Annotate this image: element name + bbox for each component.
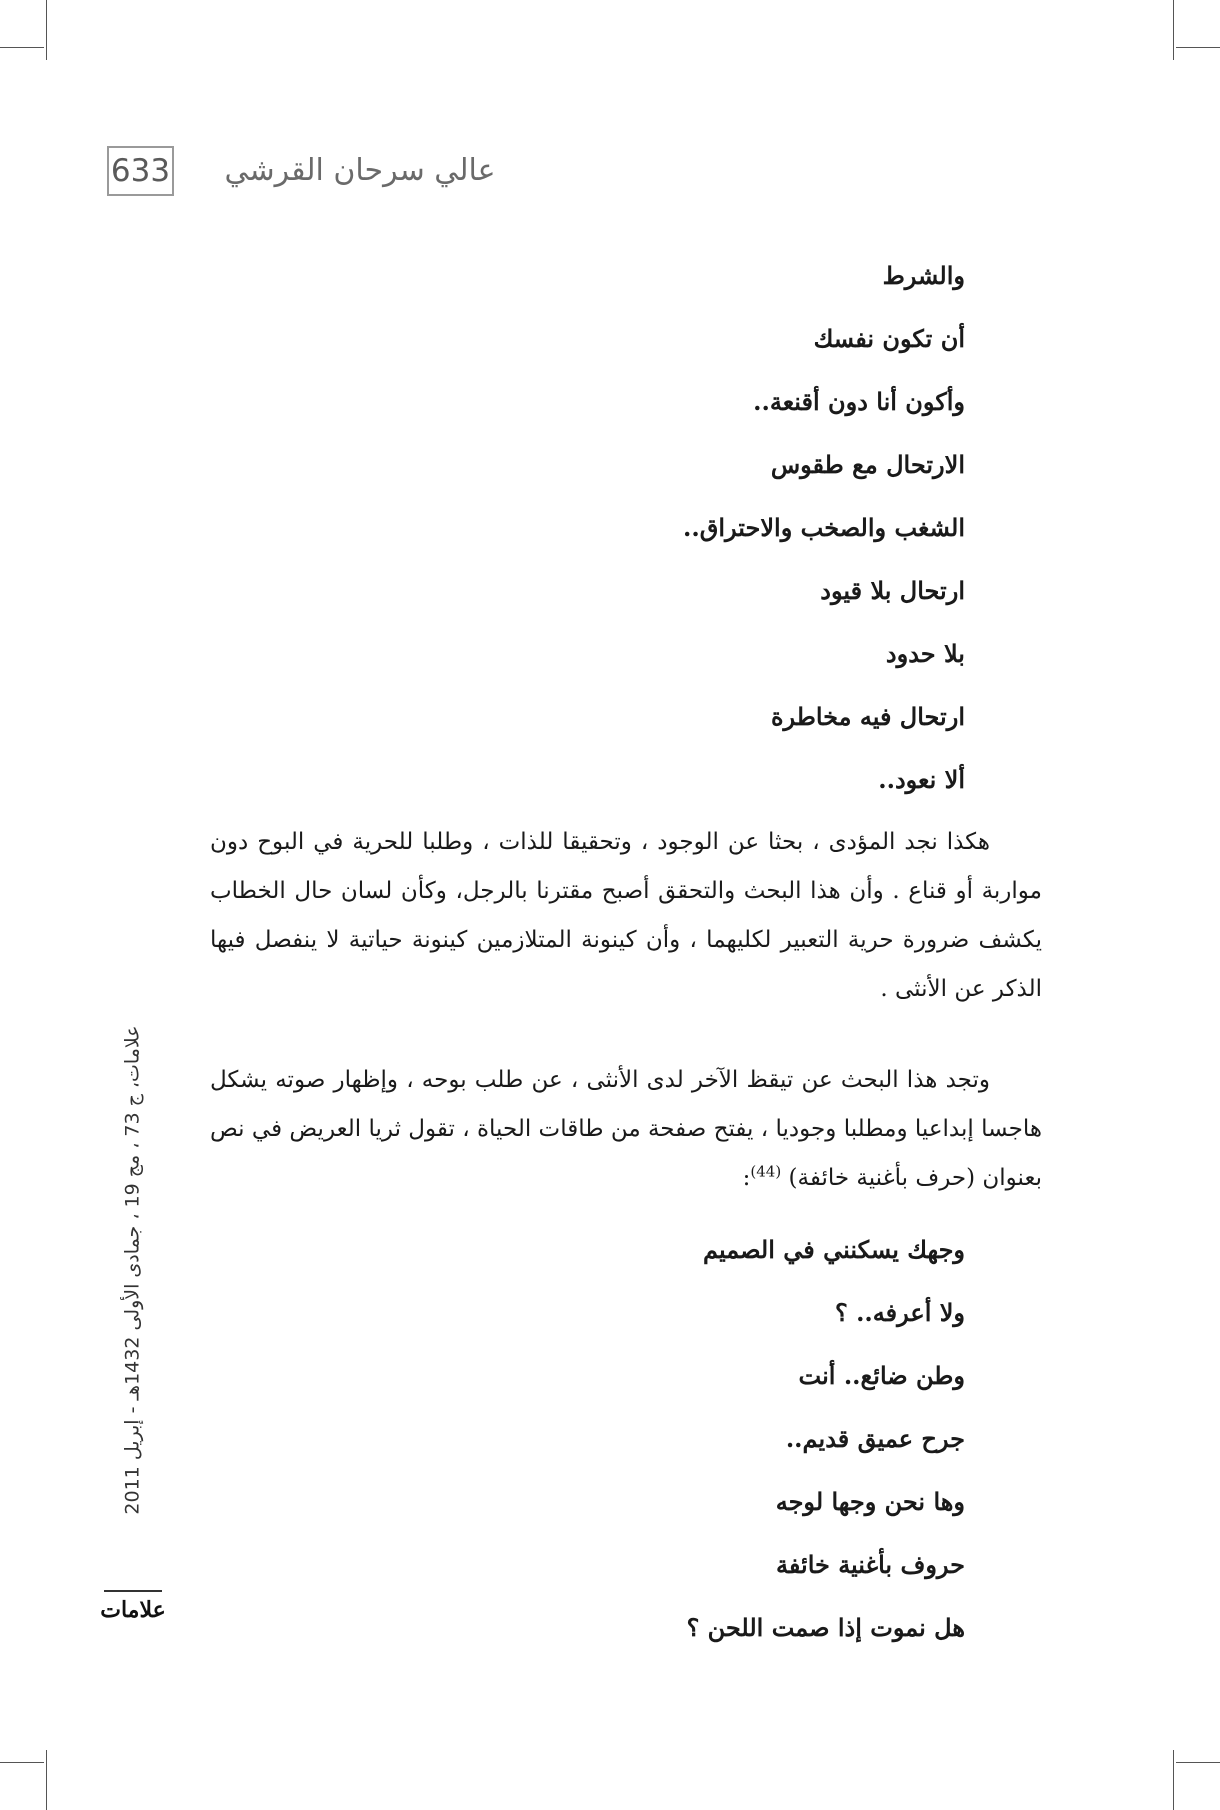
poem-line: جرح عميق قديم.. bbox=[785, 1424, 965, 1453]
poem-line: الشغب والصخب والاحتراق.. bbox=[683, 513, 965, 542]
poem-line: حروف بأغنية خائفة bbox=[776, 1550, 965, 1579]
crop-mark bbox=[1173, 0, 1174, 60]
sidebar-divider bbox=[104, 1590, 162, 1592]
poem-line: بلا حدود bbox=[885, 639, 965, 668]
crop-mark bbox=[1176, 47, 1220, 48]
poem-excerpt-2 bbox=[687, 1218, 965, 1659]
crop-mark bbox=[1173, 1750, 1174, 1810]
poem-line: وطن ضائع.. أنت bbox=[798, 1361, 965, 1390]
poem-line: وها نحن وجها لوجه bbox=[775, 1487, 965, 1516]
footnote-reference[interactable]: (44) bbox=[750, 1162, 782, 1181]
poem-line: هل نموت إذا صمت اللحن ؟ bbox=[686, 1613, 965, 1642]
poem-excerpt-1 bbox=[683, 244, 965, 811]
running-head: عالي سرحان القرشي bbox=[224, 153, 496, 188]
crop-mark bbox=[0, 1762, 44, 1763]
poem-line: وجهك يسكنني في الصميم bbox=[703, 1235, 965, 1264]
poem-line: ارتحال فيه مخاطرة bbox=[770, 702, 965, 731]
journal-logo: علامات bbox=[100, 1597, 166, 1623]
paragraph-text: هكذا نجد المؤدى ، بحثا عن الوجود ، وتحقيقا للذات ، وطلبا للحرية في البوح دون مواربة أو قناع . وأن هذا البحث والتحقق أصبح مقترنا بالرجل، وكأن لسان حال الخطاب يكشف ضرورة حرية التعبير لكليهما ، وأن كينونة المتلازمين كينونة حياتية لا ينفصل فيها الذكر عن الأنثى . bbox=[210, 829, 1042, 1002]
poem-line: ألا نعود.. bbox=[878, 765, 965, 794]
body-paragraph bbox=[210, 1056, 1042, 1203]
sidebar-citation bbox=[118, 940, 148, 1600]
crop-mark bbox=[46, 0, 47, 60]
body-paragraph bbox=[210, 818, 1042, 1014]
crop-mark bbox=[46, 1750, 47, 1810]
poem-line: ارتحال بلا قيود bbox=[820, 576, 965, 605]
poem-line: الارتحال مع طقوس bbox=[770, 450, 965, 479]
citation-text: علامات، ج 73 ، مج 19 ، جمادى الأولى 1432هـ - إبريل 2011 bbox=[122, 1025, 145, 1515]
page-number: 633 bbox=[107, 146, 174, 196]
poem-line: وأكون أنا دون أقنعة.. bbox=[753, 387, 965, 416]
poem-line: أن تكون نفسك bbox=[813, 324, 965, 353]
poem-line: ولا أعرفه.. ؟ bbox=[834, 1298, 965, 1327]
crop-mark bbox=[1176, 1762, 1220, 1763]
crop-mark bbox=[0, 47, 44, 48]
poem-line: والشرط bbox=[882, 261, 965, 290]
paragraph-colon: : bbox=[742, 1165, 751, 1191]
paragraph-text: وتجد هذا البحث عن تيقظ الآخر لدى الأنثى ، عن طلب بوحه ، وإظهار صوته يشكل هاجسا إبداعيا ومطلبا وجوديا ، يفتح صفحة من طاقات الحياة ، تقول ثريا العريض في نص بعنوان (حرف بأغنية خائفة) bbox=[210, 1067, 1042, 1191]
